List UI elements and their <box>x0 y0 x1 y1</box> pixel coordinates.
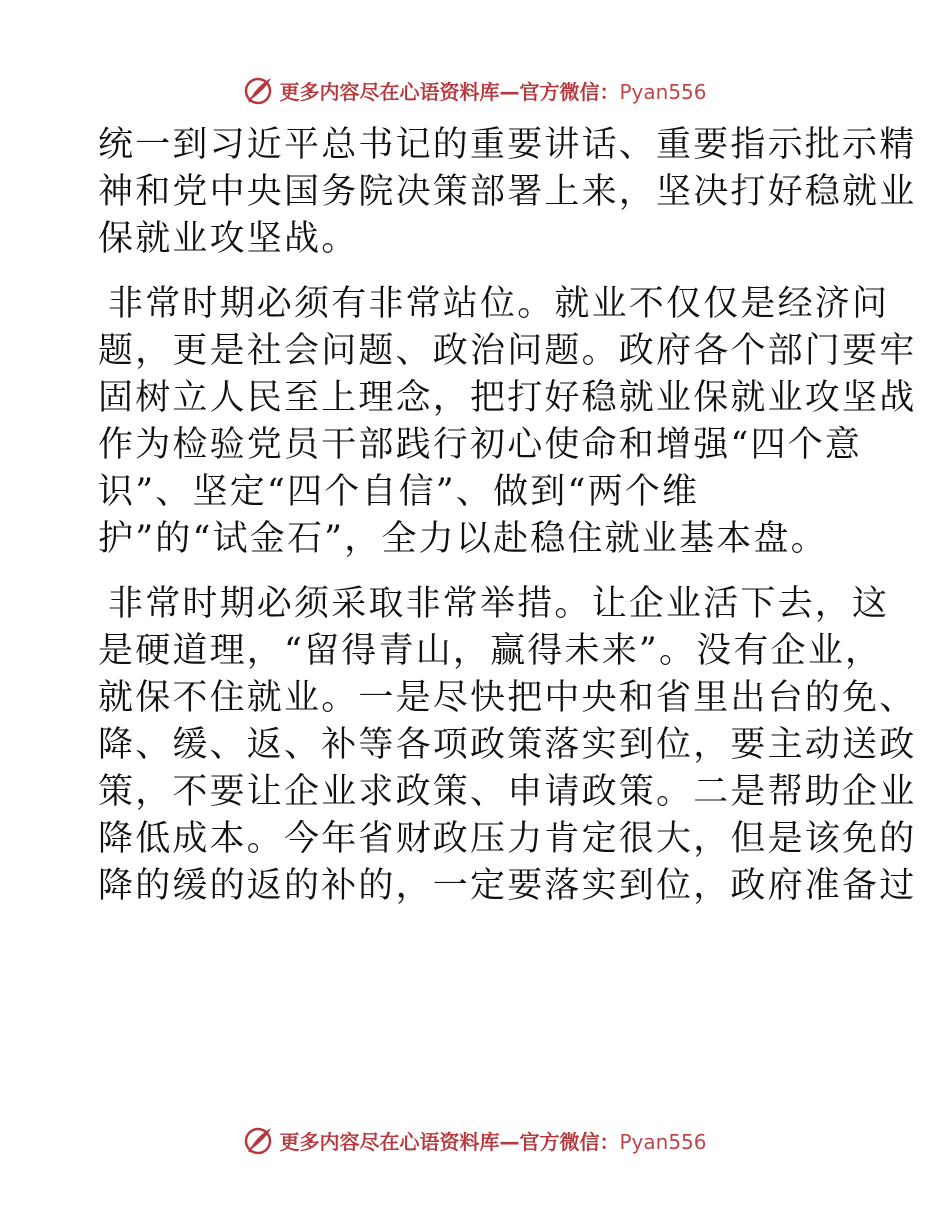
text-line: 策，不要让企业求政策、申请政策。二是帮助企业 <box>98 772 917 812</box>
quill-logo-icon <box>243 74 275 106</box>
text-line: 降、缓、返、补等各项政策落实到位，要主动送政 <box>98 725 917 765</box>
quill-logo-icon <box>243 1124 275 1156</box>
document-body <box>98 122 917 928</box>
text-line: 降低成本。今年省财政压力肯定很大，但是该免的 <box>98 819 917 859</box>
text-line: 护”的“试金石”，全力以赴稳住就业基本盘。 <box>98 519 828 559</box>
banner-text: 更多内容尽在心语资料库—官方微信：Pyan556 <box>279 1129 707 1154</box>
text-line: 题，更是社会问题、政治问题。政府各个部门要牢 <box>98 331 917 371</box>
text-line: 固树立人民至上理念，把打好稳就业保就业攻坚战 <box>98 378 917 418</box>
paragraph-3 <box>98 581 917 910</box>
text-line: 就保不住就业。一是尽快把中央和省里出台的免、 <box>98 678 917 718</box>
text-line: 神和党中央国务院决策部署上来，坚决打好稳就业 <box>98 172 917 212</box>
wechat-handle: Pyan556 <box>619 1129 707 1154</box>
text-line: 非常时期必须采取非常举措。让企业活下去，这 <box>108 584 890 624</box>
text-line: 是硬道理，“留得青山，赢得未来”。没有企业， <box>98 631 883 671</box>
text-line: 降的缓的返的补的，一定要落实到位，政府准备过 <box>98 866 917 906</box>
paragraph-2 <box>98 281 917 563</box>
text-line: 保就业攻坚战。 <box>98 219 359 259</box>
header-banner <box>0 70 950 110</box>
text-line: 识”、坚定“四个自信”、做到“两个维 <box>98 472 700 512</box>
footer-banner <box>0 1120 950 1160</box>
paragraph-1 <box>98 122 917 263</box>
text-line: 非常时期必须有非常站位。就业不仅仅是经济问 <box>108 284 890 324</box>
text-line: 统一到习近平总书记的重要讲话、重要指示批示精 <box>98 125 917 165</box>
wechat-handle: Pyan556 <box>619 79 707 104</box>
text-line: 作为检验党员干部践行初心使命和增强“四个意 <box>98 425 863 465</box>
banner-text: 更多内容尽在心语资料库—官方微信：Pyan556 <box>279 79 707 104</box>
